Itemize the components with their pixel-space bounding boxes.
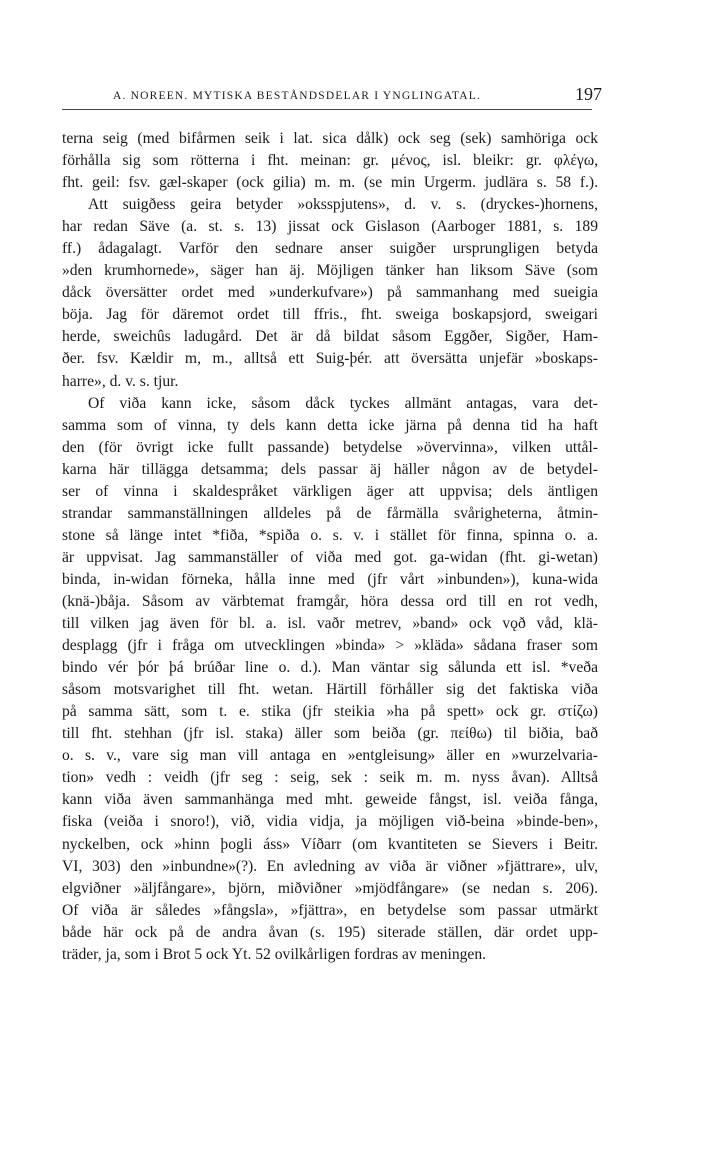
text-line: kann viða även sammanhänga med mht. geweide fångst, isl. veiða fånga, [62, 791, 598, 809]
text-line: samma som of vinna, ty dels kann detta icke järna på denna tid ha haft [62, 416, 598, 434]
text-line: har redan Säve (a. st. s. 13) jissat ock Gislason (Aarboger 1881, s. 189 [62, 218, 598, 236]
text-line: Att suigðess geira betyder »oksspjutens», d. v. s. (dryckes-)hornens, [88, 196, 598, 214]
text-line: den (för övrigt icke fullt passande) betydelse »övervinna», vilken uttål- [62, 438, 598, 456]
text-line: ðer. fsv. Kældir m, m., alltså ett Suig-þér. att översätta unjefär »boskaps- [62, 350, 598, 368]
text-line: på samma sätt, som t. e. stika (jfr steikia »ha på spett» ock gr. στίζω) [62, 703, 598, 721]
text-line: dåck översätter ordet med »underkufvare») på sammanhang med sueigia [62, 284, 598, 302]
text-line: är uppvisat. Jag sammanställer of viða med got. ga-widan (fht. gi-wetan) [62, 548, 598, 566]
text-line: terna seig (med bifårmen seik i lat. sica dålk) ock seg (sek) samhöriga ock [62, 130, 598, 147]
text-line: till vilken jag även för bl. a. isl. vaðr metrev, »band» ock vǫð våd, klä- [62, 615, 598, 633]
running-title: A. NOREEN. MYTISKA BESTÅNDSDELAR I YNGLINGATAL. [112, 90, 482, 102]
text-line: nyckelben, ock »hinn þogli áss» Víðarr (om kvantiteten se Sievers i Beitr. [62, 835, 598, 853]
text-line: karna här tillägga detsamma; dels passar äj häller någon av de betydel- [62, 460, 598, 478]
text-line: ser of vinna i skaldespråket värkligen äger att uppvisa; dels äntligen [62, 482, 598, 500]
text-line: fht. geil: fsv. gæl-skaper (ock gilia) m. m. (se min Urgerm. judlära s. 58 f.). [62, 174, 598, 192]
text-line: både här ock på de andra åvan (s. 195) siterade ställen, där ordet upp- [62, 923, 598, 941]
text-line: bindo vér þór þá brúðar line o. d.). Man väntar sig sålunda ett isl. *veða [62, 659, 598, 677]
text-line: binda, in-widan förneka, hålla inne med (jfr vårt »inbunden»), kuna-wida [62, 570, 598, 588]
body-text [62, 128, 598, 966]
text-line: till fht. stehhan (jfr isl. staka) äller som beiða (gr. πείθω) til biðia, bað [62, 725, 598, 743]
text-line: förhålla sig som rötterna i fht. meinan: gr. μένος, isl. bleikr: gr. φλέγω, [62, 152, 598, 170]
text-line: »den krumhornede», säger han äj. Möjligen tänker han liksom Säve (som [62, 262, 598, 280]
text-line: tion» vedh : veidh (jfr seg : seig, sek : seik m. m. nyss åvan). Alltså [62, 769, 598, 787]
text-line: träder, ja, som i Brot 5 ock Yt. 52 ovilkårligen fordras av meningen. [62, 945, 487, 963]
text-line: herde, sweichûs ladugård. Det är då bildat såsom Eggðer, Sigðer, Ham- [62, 328, 598, 346]
text-line: böja. Jag för däremot ordet till ffris., fht. sweiga boskapsjord, sweigari [62, 306, 598, 324]
text-line: (knä-)båja. Såsom av värbtemat framgår, höra dessa ord till en rot vedh, [62, 592, 598, 610]
running-head [62, 84, 602, 110]
text-line: såsom motsvarighet till fht. wetan. Härtill förhåller sig det faktiska viða [62, 681, 598, 699]
text-line: fiska (veiða i snoro!), við, vidia vidja, ja möjligen við-beina »binde-ben», [62, 813, 598, 831]
text-line: ff.) ådagalagt. Varför den sednare anser suigðer ursprungligen betyda [62, 240, 598, 258]
header-rule [62, 109, 592, 110]
page-number: 197 [575, 84, 602, 104]
text-line: VI, 303) den »inbundne»(?). En avledning av viða är viðner »fjättrare», ulv, [62, 857, 598, 875]
text-line: harre», d. v. s. tjur. [62, 372, 179, 390]
text-line: strandar sammanställningen alldeles på de fårmälla svårigheterna, åtmin- [62, 504, 598, 522]
text-line: Of viða är således »fångsla», »fjättra», en betydelse som passar utmärkt [62, 901, 598, 919]
text-line: stone så länge intet *fiða, *spiða o. s. v. i stället för finna, spinna o. a. [62, 526, 598, 544]
text-line: desplagg (jfr i fråga om utvecklingen »binda» > »kläda» sådana fraser som [62, 637, 598, 655]
text-line: o. s. v., vare sig man vill antaga en »entgleisung» äller en »wurzelvaria- [62, 747, 598, 765]
text-line: Of viða kann icke, såsom dåck tyckes allmänt antagas, vara det- [88, 394, 598, 412]
text-line: elgviðner »äljfångare», björn, miðviðner »mjödfångare» (se nedan s. 206). [62, 879, 598, 897]
